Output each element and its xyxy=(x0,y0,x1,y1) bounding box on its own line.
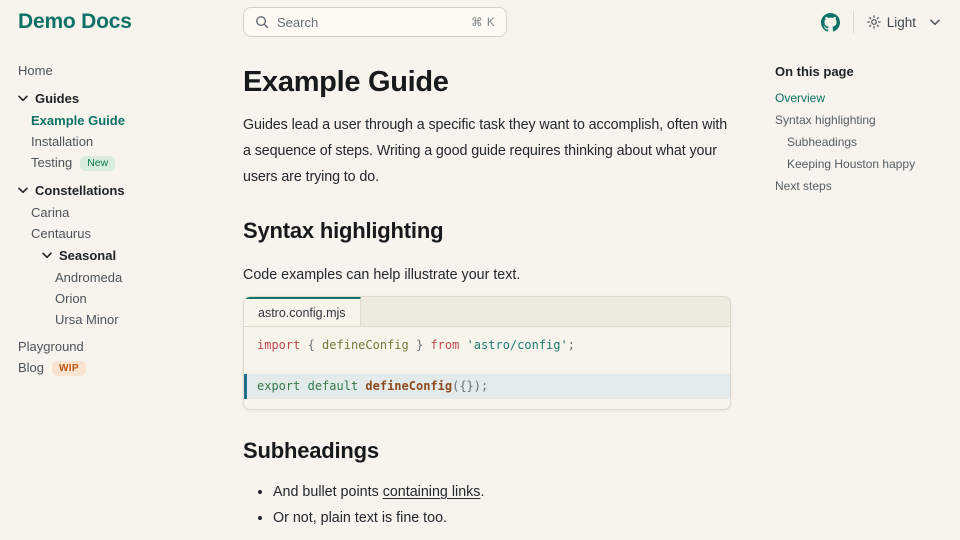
sidebar-item-home[interactable]: Home xyxy=(18,63,53,78)
list-item: • And bullet points containing links. xyxy=(273,479,731,505)
code-line-1: import { defineConfig } from 'astro/config'; xyxy=(257,338,575,352)
code-tab-astro-config[interactable]: astro.config.mjs xyxy=(244,297,361,326)
toc-item-keeping-houston-happy[interactable]: Keeping Houston happy xyxy=(787,156,916,171)
caret-down-icon xyxy=(42,252,52,259)
sidebar-item-carina[interactable]: Carina xyxy=(31,205,70,220)
site-title[interactable]: Demo Docs xyxy=(18,10,132,33)
sidebar-item-ursa-minor[interactable]: Ursa Minor xyxy=(55,312,119,327)
toc-item-subheadings[interactable]: Subheadings xyxy=(787,134,858,149)
header-actions xyxy=(821,11,942,33)
toc-item-next-steps[interactable]: Next steps xyxy=(775,178,832,193)
site-logo[interactable] xyxy=(18,10,243,34)
caret-down-icon xyxy=(18,187,28,194)
sidebar-item-example-guide[interactable]: Example Guide xyxy=(31,113,125,128)
page-title: Example Guide xyxy=(243,66,449,98)
search-shortcut: ⌘ K xyxy=(471,17,495,29)
new-badge: New xyxy=(80,156,115,171)
code-tab-bar xyxy=(244,297,730,327)
sidebar-item-testing[interactable]: Testing New xyxy=(31,156,225,170)
sidebar-item-blog[interactable]: Blog WIP xyxy=(18,361,225,375)
syntax-highlighting-heading: Syntax highlighting xyxy=(243,218,444,243)
code-content xyxy=(244,327,730,409)
toc-title: On this page xyxy=(775,64,854,79)
code-line-highlighted: export default defineConfig({}); xyxy=(244,374,730,399)
github-icon xyxy=(821,13,840,32)
sidebar-item-playground[interactable]: Playground xyxy=(18,339,84,354)
site-header xyxy=(0,0,960,44)
sidebar-nav xyxy=(0,44,225,540)
toc-item-overview[interactable]: Overview xyxy=(775,90,826,105)
search-placeholder: Search xyxy=(277,14,319,30)
sidebar-item-installation[interactable]: Installation xyxy=(31,134,94,149)
bullet-list xyxy=(243,479,731,531)
header-divider xyxy=(853,11,854,33)
sidebar-item-andromeda[interactable]: Andromeda xyxy=(55,270,123,285)
list-item: • Or not, plain text is fine too. xyxy=(273,505,731,531)
theme-label: Light xyxy=(886,14,916,30)
caret-down-icon xyxy=(18,95,28,102)
on-this-page-nav xyxy=(775,44,960,540)
sidebar-group-guides[interactable]: Guides xyxy=(18,91,225,106)
toc-item-syntax-highlighting[interactable]: Syntax highlighting xyxy=(775,112,876,127)
sidebar-group-constellations[interactable]: Constellations xyxy=(18,183,225,198)
containing-links-link[interactable]: containing links xyxy=(382,484,481,500)
theme-select[interactable] xyxy=(867,15,942,30)
sidebar-group-seasonal[interactable]: Seasonal xyxy=(42,248,225,263)
search-input[interactable] xyxy=(243,7,507,37)
subheadings-heading: Subheadings xyxy=(243,438,379,463)
code-block xyxy=(243,296,731,410)
code-line-blank xyxy=(244,355,730,374)
chevron-down-icon xyxy=(930,19,940,26)
main-content xyxy=(225,44,775,540)
sidebar-item-orion[interactable]: Orion xyxy=(55,291,87,306)
search-icon xyxy=(255,15,269,29)
syntax-lead-paragraph: Code examples can help illustrate your text. xyxy=(243,267,521,283)
sun-icon xyxy=(867,15,881,29)
github-link[interactable] xyxy=(821,13,840,32)
wip-badge: WIP xyxy=(52,361,86,376)
sidebar-item-centaurus[interactable]: Centaurus xyxy=(31,226,91,241)
intro-paragraph: Guides lead a user through a specific task they want to accomplish, often with a sequence of steps. Writing a good guide requires thinking about what your users are trying to do. xyxy=(243,117,728,185)
